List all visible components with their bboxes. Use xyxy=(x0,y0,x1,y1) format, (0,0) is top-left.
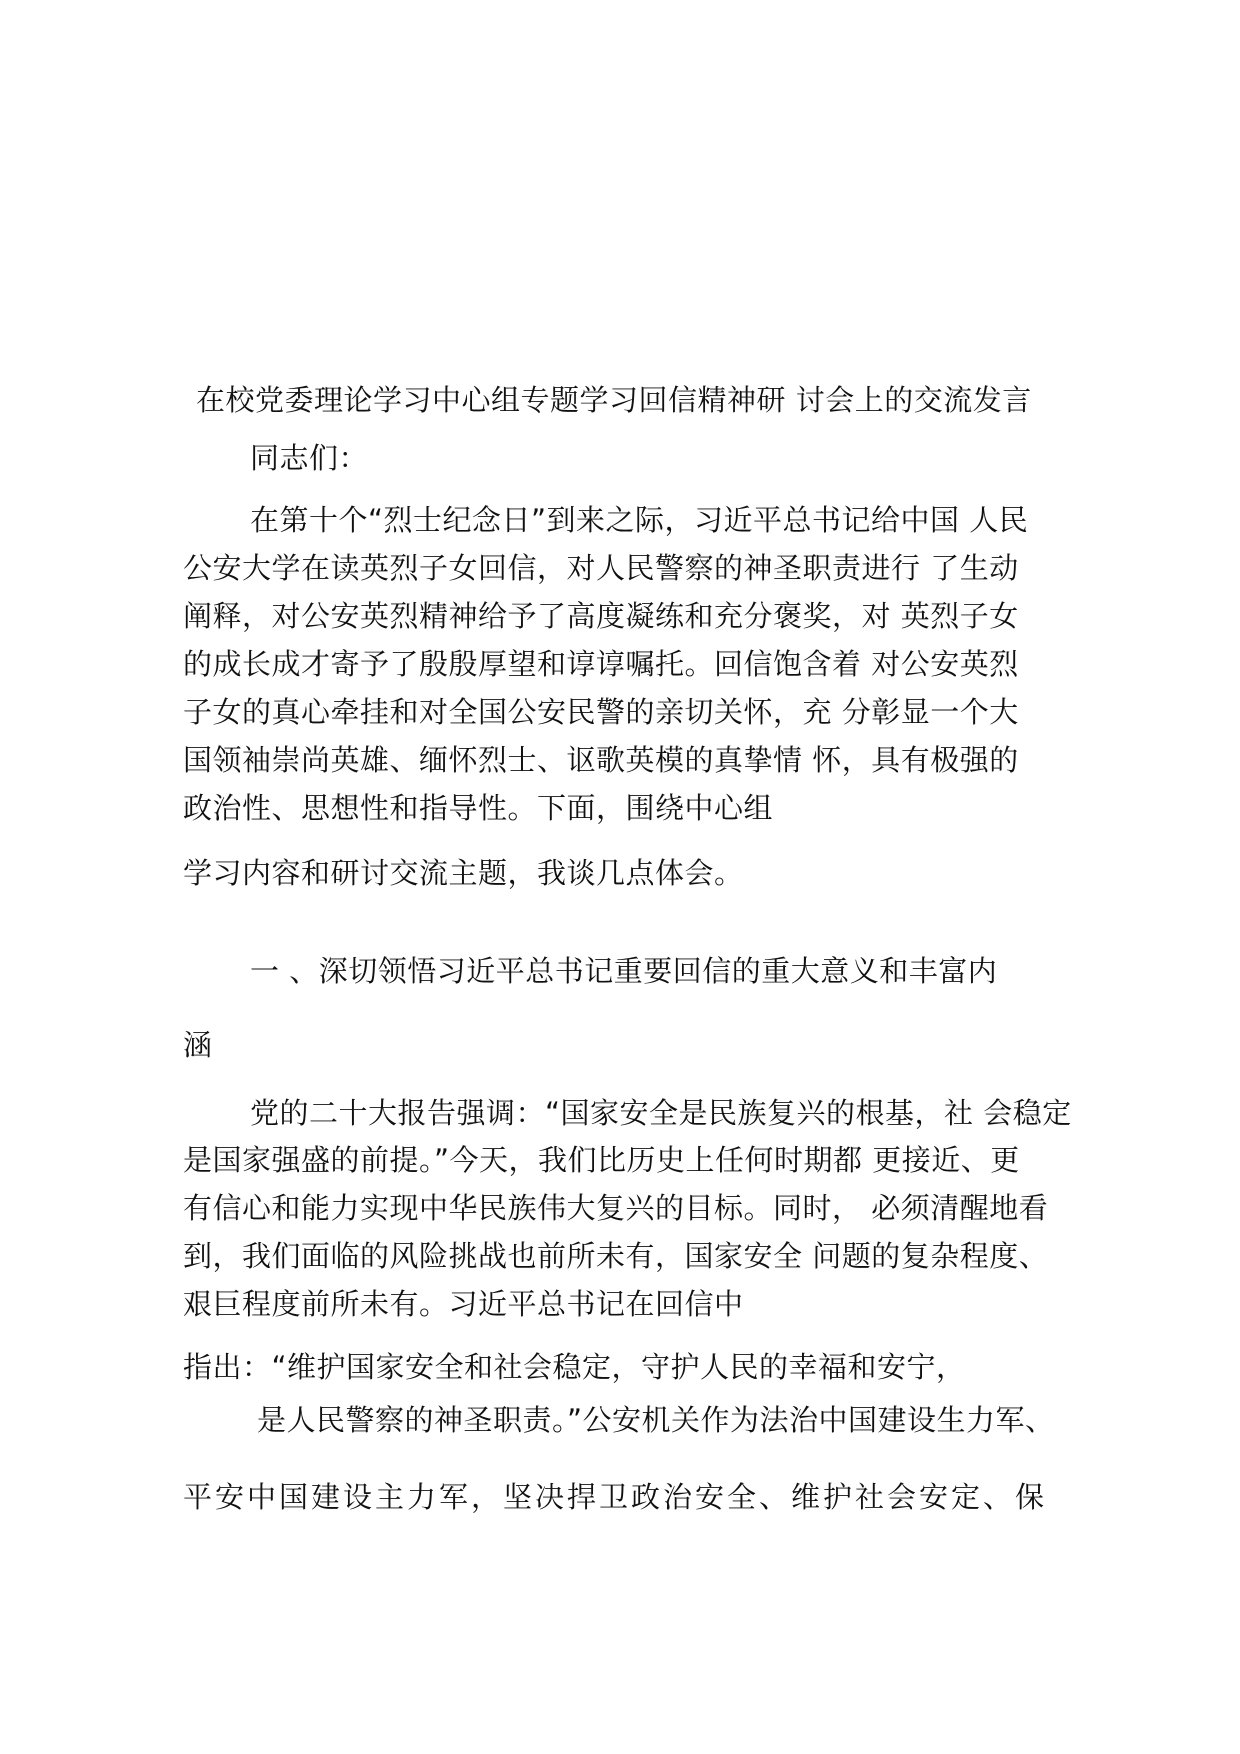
paragraph-2-line: 党的二十大报告强调：“国家安全是民族复兴的根基，社 会稳定 xyxy=(250,1096,1072,1130)
paragraph-1-line: 在第十个“烈士纪念日”到来之际，习近平总书记给中国 人民 xyxy=(250,503,1029,537)
paragraph-2-line: 有信心和能力实现中华民族伟大复兴的目标。同时， 必须清醒地看 xyxy=(183,1191,1049,1225)
section-heading-continued: 涵 xyxy=(183,1028,213,1062)
last-line: 平安中国建设主力军，坚决捍卫政治安全、维护社会安定、保 xyxy=(183,1480,1048,1514)
paragraph-1-line: 公安大学在读英烈子女回信，对人民警察的神圣职责进行 了生动 xyxy=(183,551,1019,585)
paragraph-1-line: 政治性、思想性和指导性。下面，围绕中心组 xyxy=(183,791,774,825)
quote-line: 指出：“维护国家安全和社会稳定，守护人民的幸福和安宁， xyxy=(183,1350,966,1384)
quote-line: 是人民警察的神圣职责。”公安机关作为法治中国建设生力军、 xyxy=(257,1403,1055,1437)
paragraph-2-line: 是国家强盛的前提。”今天，我们比历史上任何时期都 更接近、更 xyxy=(183,1143,1020,1177)
paragraph-1-line: 国领袖崇尚英雄、缅怀烈士、讴歌英模的真挚情 怀，具有极强的 xyxy=(183,743,1019,777)
section-heading: 一 、深切领悟习近平总书记重要回信的重大意义和丰富内 xyxy=(250,954,998,988)
paragraph-1-line: 的成长成才寄予了殷殷厚望和谆谆嘱托。回信饱含着 对公安英烈 xyxy=(183,647,1019,681)
paragraph-1-end: 学习内容和研讨交流主题，我谈几点体会。 xyxy=(183,856,744,890)
paragraph-2-line: 艰巨程度前所未有。习近平总书记在回信中 xyxy=(183,1287,744,1321)
paragraph-1-line: 阐释，对公安英烈精神给予了高度凝练和充分褒奖，对 英烈子女 xyxy=(183,599,1019,633)
salutation: 同志们： xyxy=(250,441,369,475)
paragraph-1-line: 子女的真心牵挂和对全国公安民警的亲切关怀，充 分彰显一个大 xyxy=(183,695,1019,729)
document-title: 在校党委理论学习中心组专题学习回信精神研 讨会上的交流发言 xyxy=(196,383,1032,417)
paragraph-2-line: 到，我们面临的风险挑战也前所未有，国家安全 问题的复杂程度、 xyxy=(183,1239,1049,1273)
